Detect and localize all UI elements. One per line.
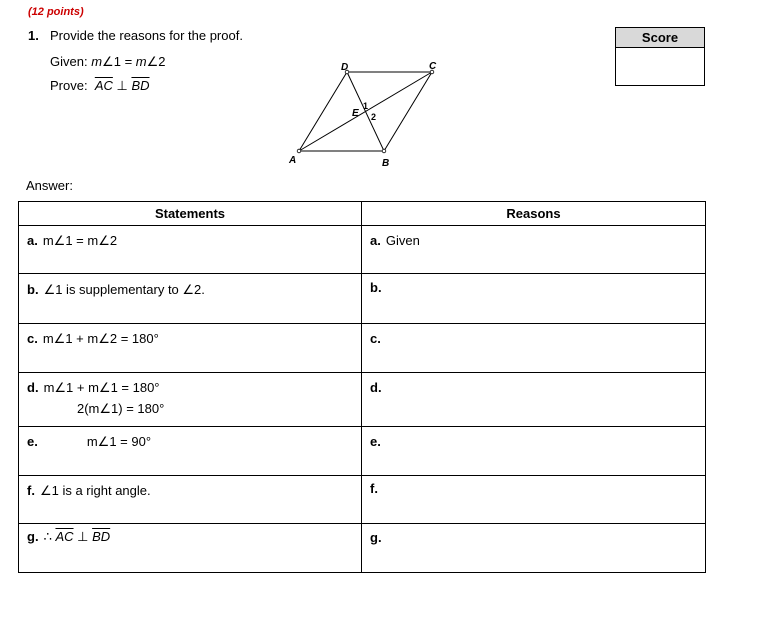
statement-letter-d: d. <box>27 380 39 395</box>
answer-label: Answer: <box>26 178 73 193</box>
proof-row-e <box>19 427 706 476</box>
score-value[interactable] <box>616 48 704 84</box>
prove-statement <box>50 78 150 94</box>
reason-cell-d[interactable] <box>362 373 706 427</box>
statement-letter-g: g. <box>27 529 39 544</box>
reason-cell-g[interactable] <box>362 524 706 573</box>
given-label: Given: <box>50 54 88 69</box>
label-d: D <box>341 62 349 73</box>
proof-row-c <box>19 324 706 373</box>
reason-letter-c: c. <box>370 331 381 346</box>
reason-text-a[interactable]: Given <box>385 233 420 248</box>
reason-letter-a: a. <box>370 233 381 248</box>
score-box <box>615 27 705 86</box>
given-equals: = <box>124 54 133 69</box>
proof-row-a <box>19 226 706 274</box>
proof-row-d <box>19 373 706 427</box>
statement-cell-b <box>19 274 362 324</box>
statement-text-f: ∠1 is a right angle. <box>39 483 151 498</box>
statement-cell-f <box>19 476 362 524</box>
statement-perp-symbol: ⊥ <box>77 529 89 544</box>
statements-header: Statements <box>19 202 362 226</box>
given-angle-2: ∠2 <box>146 54 166 69</box>
proof-row-f <box>19 476 706 524</box>
statement-text-d-line2: 2(m∠1) = 180° <box>77 401 165 416</box>
prove-segment-ac: $\overline{AC}$ <box>94 78 113 93</box>
proof-table <box>18 201 706 573</box>
score-label: Score <box>616 28 704 48</box>
statement-text-e: m∠1 = 90° <box>86 434 152 449</box>
statement-cell-c <box>19 324 362 373</box>
given-m2: m <box>135 54 147 69</box>
reason-cell-c[interactable] <box>362 324 706 373</box>
proof-row-g <box>19 524 706 573</box>
prove-perp-symbol: ⊥ <box>116 78 128 93</box>
statement-cell-g <box>19 524 362 573</box>
reason-cell-f[interactable] <box>362 476 706 524</box>
question-text: Provide the reasons for the proof. <box>50 28 243 43</box>
statement-letter-f: f. <box>27 483 35 498</box>
prove-segment-bd: $\overline{BD}$ <box>131 78 150 93</box>
table-header-row <box>19 202 706 226</box>
statement-letter-e: e. <box>27 434 38 449</box>
statement-segment-bd: $\overline{BD}$ <box>92 529 111 544</box>
reasons-header: Reasons <box>362 202 706 226</box>
question-number: 1. <box>28 28 39 43</box>
statement-cell-d <box>19 373 362 427</box>
statement-text-a: m∠1 = m∠2 <box>42 233 118 248</box>
label-angle-2: 2 <box>371 112 377 122</box>
proof-row-b <box>19 274 706 324</box>
label-a: A <box>289 155 297 166</box>
statement-text-c: m∠1 + m∠2 = 180° <box>42 331 159 346</box>
label-c: C <box>429 61 437 72</box>
points-label: (12 points) <box>28 6 84 18</box>
parallelogram-figure <box>280 56 460 172</box>
reason-letter-e: e. <box>370 434 381 449</box>
reason-cell-b[interactable] <box>362 274 706 324</box>
label-b: B <box>382 158 390 169</box>
given-angle-1: ∠1 <box>102 54 121 69</box>
label-angle-1: 1 <box>363 101 369 111</box>
vertex-a-dot <box>297 149 301 153</box>
statement-text-b: ∠1 is supplementary to ∠2. <box>43 282 205 297</box>
prove-label: Prove: <box>50 78 88 93</box>
statement-letter-b: b. <box>27 282 39 297</box>
given-m1: m <box>91 54 103 69</box>
therefore-symbol: ∴ <box>43 529 52 544</box>
statement-segment-ac: $\overline{AC}$ <box>55 529 74 544</box>
vertex-b-dot <box>382 149 386 153</box>
reason-cell-e[interactable] <box>362 427 706 476</box>
label-e: E <box>352 108 359 119</box>
reason-letter-g: g. <box>370 530 382 545</box>
reason-cell-a[interactable] <box>362 226 706 274</box>
reason-letter-f: f. <box>370 481 378 496</box>
given-statement <box>50 54 166 70</box>
statement-letter-a: a. <box>27 233 38 248</box>
statement-letter-c: c. <box>27 331 38 346</box>
statement-cell-e <box>19 427 362 476</box>
statement-cell-a <box>19 226 362 274</box>
reason-letter-b: b. <box>370 280 382 295</box>
statement-text-d: m∠1 + m∠1 = 180° <box>43 380 160 395</box>
reason-letter-d: d. <box>370 380 382 395</box>
